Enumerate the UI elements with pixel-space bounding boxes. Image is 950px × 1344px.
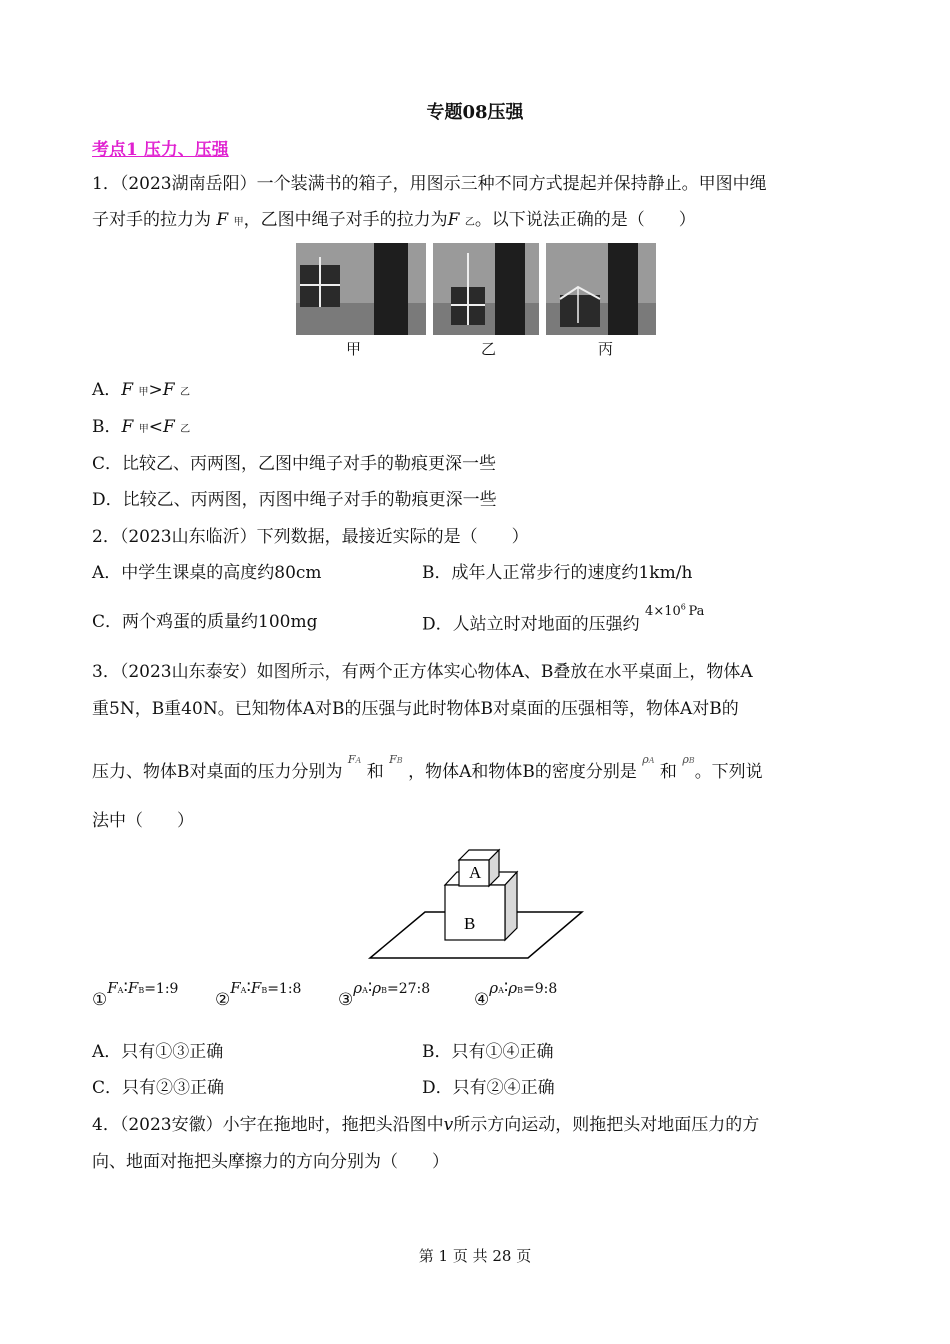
q3-statement-3	[338, 978, 431, 1010]
q3-r3-rho1: ρ	[353, 979, 363, 997]
q1-opt-a-prefix: A．	[92, 380, 122, 400]
q2-option-c: C．两个鸡蛋的质量约100mg	[92, 612, 318, 632]
q3-option-d: D．只有②④正确	[422, 1078, 555, 1098]
q3-r2-val: =1:8	[267, 981, 302, 997]
q3-r2-f2: F	[250, 979, 262, 997]
q1-opt-a-f2: F	[162, 380, 175, 400]
q3-r3-s2: B	[381, 986, 388, 995]
block-a-label: A	[469, 863, 482, 882]
q3-rho-a	[642, 753, 654, 766]
q3-r4-s1: A	[498, 986, 504, 995]
q4-stem-line1	[92, 1113, 759, 1137]
q3-r1-f1: F	[107, 979, 118, 997]
q3-r1-s1: A	[117, 986, 124, 995]
q3-rho-b-sub: B	[688, 756, 695, 765]
q3-rho-b	[682, 753, 694, 766]
q3-option-a: A．只有①③正确	[92, 1042, 224, 1062]
block-b-label: B	[464, 914, 476, 933]
q2-option-d-formula	[645, 604, 704, 619]
q3-statement-1	[92, 978, 179, 1010]
q1-text-a: 子对手的拉力为	[92, 210, 211, 230]
q3-and-2: 和	[659, 762, 677, 782]
q1-opt-b-f1: F	[121, 417, 134, 437]
q1-option-a	[92, 378, 190, 405]
q3-r2-f1: F	[230, 979, 241, 997]
q3-r2-s2: B	[261, 986, 268, 995]
q1-sub-yi: 乙	[464, 217, 475, 228]
q3-stem-line4: 法中（ ）	[92, 811, 194, 831]
q3-rho-b-sym: ρ	[682, 753, 689, 766]
q1-stem-line2	[92, 208, 696, 235]
q2-option-d-text: D．人站立时对地面的压强约	[422, 614, 640, 635]
q3-fa	[348, 753, 361, 766]
q1-text-c: 。以下说法正确的是（ ）	[474, 210, 696, 230]
photo-yi-image	[433, 243, 539, 335]
q3-r4-colon: ∶	[503, 978, 509, 998]
q4-stem-line2: 向、地面对拖把头摩擦力的方向分别为（ ）	[92, 1152, 449, 1172]
q3-r1-mark: ①	[92, 990, 108, 1010]
q2-d-unit: Pa	[688, 604, 705, 620]
q3-r3-mark: ③	[338, 990, 354, 1010]
q1-opt-b-prefix: B．	[92, 417, 122, 437]
q3-r1-val: =1:9	[144, 981, 179, 997]
q3-r3-s1: A	[362, 986, 368, 995]
q1-option-b	[92, 415, 190, 442]
q3-fa-sub: A	[355, 756, 362, 765]
q1-stem-line1: 1．（2023湖南岳阳）一个装满书的箱子，用图示三种不同方式提起并保持静止。甲图中绳	[92, 174, 767, 194]
section-heading: 考点1 压力、压强	[92, 140, 229, 160]
q1-opt-b-sub2: 乙	[180, 424, 191, 435]
q3-r3-colon: ∶	[367, 978, 373, 998]
q3-stem-line2: 重5N，B重40N。已知物体A对B的压强与此时物体B对桌面的压强相等，物体A对B的	[92, 699, 739, 719]
q3-line3-b: ，物体A和物体B的密度分别是	[408, 762, 637, 782]
q1-opt-b-sub1: 甲	[138, 424, 149, 435]
q2-option-a: A．中学生课桌的高度约80cm	[92, 563, 322, 583]
q3-r2-mark: ②	[215, 990, 231, 1010]
q3-and-1: 和	[366, 762, 384, 782]
photo-bing-image	[546, 243, 656, 335]
page-title: 专题08压强	[426, 102, 524, 123]
photo-jia-image	[296, 243, 426, 335]
q3-line3-c: 。下列说	[694, 762, 763, 782]
page-footer: 第 1 页 共 28 页	[418, 1247, 532, 1265]
q1-f-symbol: F	[216, 210, 229, 230]
q3-stem-line1: 3．（2023山东泰安）如图所示，有两个正方体实心物体A、B叠放在水平桌面上，物体A	[92, 662, 753, 682]
q4-line1-a: 4．（2023安徽）小宇在拖地时，拖把头沿图中	[92, 1115, 444, 1135]
photo-bing	[546, 243, 656, 335]
caption-yi: 乙	[481, 340, 497, 358]
q4-line1-b: 所示方向运动，则拖把头对地面压力的方	[453, 1115, 760, 1135]
q3-line3-a: 压力、物体B对桌面的压力分别为	[92, 762, 343, 782]
q1-opt-a-sub2: 乙	[179, 387, 190, 398]
q4-v-symbol: v	[443, 1115, 454, 1135]
q2-option-d	[422, 603, 705, 638]
q1-opt-b-rel: <	[148, 417, 163, 437]
q2-option-b: B．成年人正常步行的速度约1km/h	[422, 563, 693, 583]
photo-jia	[296, 243, 426, 335]
q1-option-d: D．比较乙、丙两图，丙图中绳子对手的勒痕更深一些	[92, 490, 497, 510]
q1-opt-b-f2: F	[162, 417, 175, 437]
q2-stem: 2．（2023山东临沂）下列数据，最接近实际的是（ ）	[92, 527, 529, 547]
q3-r1-f2: F	[127, 979, 139, 997]
q3-r4-mark: ④	[474, 990, 490, 1010]
q1-option-c: C．比较乙、丙两图，乙图中绳子对手的勒痕更深一些	[92, 454, 497, 474]
q3-rho-a-sub: A	[648, 756, 655, 765]
q3-r2-s1: A	[240, 986, 247, 995]
q3-stem-line3	[92, 753, 763, 787]
q3-r3-val: =27:8	[387, 981, 431, 997]
q3-fb	[389, 753, 403, 766]
q3-r1-colon: ∶	[123, 978, 128, 998]
q3-fb-sub: B	[396, 756, 403, 765]
q3-option-c: C．只有②③正确	[92, 1078, 225, 1098]
block-b-side	[505, 872, 517, 940]
q1-text-b: ，乙图中绳子对手的拉力为	[243, 210, 448, 230]
q3-fa-f: F	[347, 753, 356, 766]
photo-yi	[433, 243, 539, 335]
q1-opt-a-sub1: 甲	[138, 387, 149, 398]
q1-f-symbol-2: F	[447, 210, 460, 230]
q3-r4-rho1: ρ	[489, 979, 499, 997]
q2-d-exp: 6	[680, 603, 686, 612]
q1-sub-jia: 甲	[233, 217, 244, 228]
q3-statement-2	[215, 978, 302, 1010]
q3-blocks-diagram	[360, 840, 590, 965]
q3-statement-4	[474, 978, 558, 1010]
caption-jia: 甲	[346, 340, 362, 358]
q1-opt-a-f1: F	[121, 380, 134, 400]
q3-r4-val: =9:8	[523, 981, 558, 997]
q3-r4-rho2: ρ	[508, 979, 518, 997]
q3-r2-colon: ∶	[246, 978, 251, 998]
q1-opt-a-rel: >	[148, 380, 163, 400]
q3-r3-rho2: ρ	[372, 979, 382, 997]
q3-r4-s2: B	[517, 986, 524, 995]
q2-d-base: 4×10	[645, 604, 681, 620]
q3-option-b: B．只有①④正确	[422, 1042, 554, 1062]
caption-bing: 丙	[598, 340, 614, 358]
q3-fb-f: F	[389, 753, 397, 766]
q3-rho-a-sym: ρ	[642, 753, 649, 766]
q3-r1-s2: B	[138, 986, 145, 995]
